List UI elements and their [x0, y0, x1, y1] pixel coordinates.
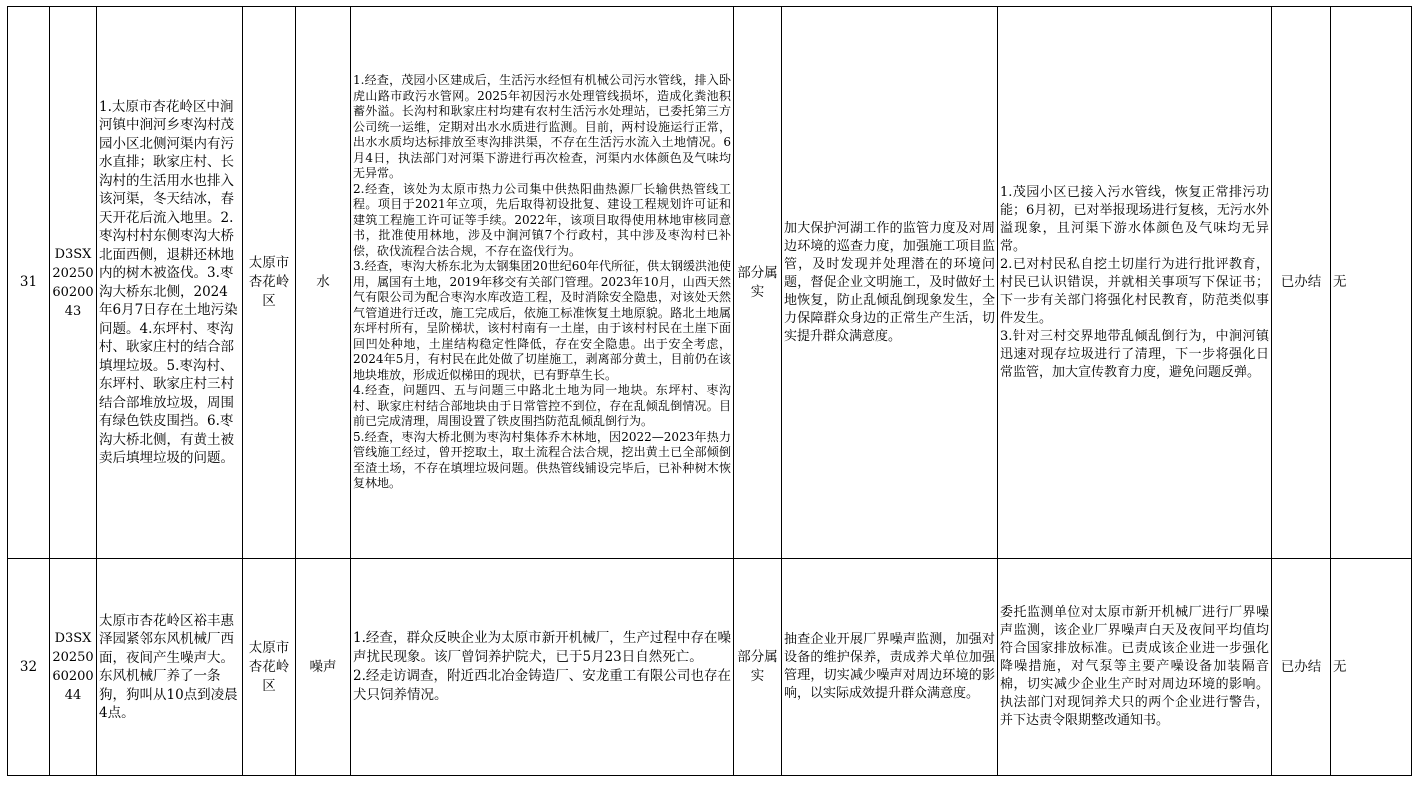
result-paragraph: 3.针对三村交界地带乱倾乱倒行为，中涧河镇迅速对现存垃圾进行了清理，下一步将强化日常监管，加大宣传教育力度，避免问题反弹。	[1000, 328, 1269, 380]
result-paragraph: 2.已对村民私自挖土切崖行为进行批评教育，村民已认识错误，并就相关事项写下保证书；下一步有关部门将强化村民教育，防范类似事件发生。	[1000, 256, 1269, 326]
case-status: 已办结	[1272, 7, 1331, 559]
handling-result	[998, 559, 1272, 776]
row-number: 32	[8, 559, 50, 776]
document-page	[7, 6, 1412, 776]
accountability: 无	[1331, 559, 1412, 776]
verification-result: 部分属实	[734, 559, 782, 776]
finding-paragraph: 4.经查，问题四、五与问题三中路北土地为同一地块。东坪村、枣沟村、耿家庄村结合部地块由于日常管控不到位，存在乱倾乱倒情况。目前已完成清理，周围设置了铁皮围挡防范乱倾乱倒行为。	[353, 383, 731, 429]
administrative-area: 太原市杏花岭区	[243, 559, 296, 776]
accountability: 无	[1331, 7, 1412, 559]
finding-paragraph: 2.经走访调查，附近西北冶金铸造厂、安龙重工有限公司也存在犬只饲养情况。	[353, 668, 731, 703]
finding-paragraph: 3.经查，枣沟大桥东北为太钢集团20世纪60年代所征，供太钢缓洪池使用，属国有土地，2019年移交有关部门管理。2023年10月，山西天然气有限公司为配合枣沟水库改造工程，及时消除安全隐患，对该处天然气管道进行迁改，施工完成后，依施工标准恢复土地原貌。路北土地属东坪村所有，呈阶梯状，该村村南有一土崖，由于该村村民在土崖下面回凹处种地，土崖结构稳定性降低，存在安全隐患。出于安全考虑，2024年5月，有村民在此处做了切崖施工，剥离部分黄土，目前仍在该地块堆放，形成近似梯田的现状，已有野草生长。	[353, 259, 731, 382]
rectification-measures: 加大保护河湖工作的监管力度及对周边环境的巡查力度，加强施工项目监管，及时发现并处理潜在的环境问题，督促企业文明施工，及时做好土地恢复，防止乱倾乱倒现象发生，全力保障群众身边的正常生产生活，切实提升群众满意度。	[782, 7, 998, 559]
finding-paragraph: 1.经查，茂园小区建成后，生活污水经恒有机械公司污水管线，排入卧虎山路市政污水管网。2025年初因污水处理管线损坏，造成化粪池积蓄外溢。长沟村和耿家庄村均建有农村生活污水处理站，已委托第三方公司统一运维，定期对出水水质进行监测。目前，两村设施运行正常，出水水质均达标排放至枣沟排洪渠，不存在生活污水流入土地情况。6月4日，执法部门对河渠下游进行再次检查，河渠内水体颜色及气味均无异常。	[353, 73, 731, 181]
case-code: D3SX202506020043	[50, 7, 97, 559]
finding-paragraph: 2.经查，该处为太原市热力公司集中供热阳曲热源厂长输供热管线工程。项目于2021年立项，先后取得初设批复、建设工程规划许可证和建筑工程施工许可证等手续。2022年，该项目取得使用林地审核同意书，批准使用林地，涉及中涧河镇7个行政村，其中涉及枣沟村已补偿，砍伐流程合法合规，不存在盗伐行为。	[353, 181, 731, 258]
result-paragraph: 委托监测单位对太原市新开机械厂进行厂界噪声监测，该企业厂界噪声白天及夜间平均值均符合国家排放标准。已责成该企业进一步强化降噪措施，对气泵等主要产噪设备加装隔音棉，切实减少企业生产时对周边环境的影响。执法部门对现饲养犬只的两个企业进行警告，并下达责令限期整改通知书。	[1000, 605, 1269, 728]
administrative-area: 太原市杏花岭区	[243, 7, 296, 559]
result-paragraph: 1.茂园小区已接入污水管线，恢复正常排污功能；6月初，已对举报现场进行复核，无污水外溢现象，且河渠下游水体颜色及气味均无异常。	[1000, 184, 1269, 254]
case-status: 已办结	[1272, 559, 1331, 776]
row-number: 31	[8, 7, 50, 559]
finding-paragraph: 1.经查，群众反映企业为太原市新开机械厂，生产过程中存在噪声扰民现象。该厂曾饲养护院犬，已于5月23日自然死亡。	[353, 630, 731, 665]
complaint-content: 1.太原市杏花岭区中涧河镇中涧河乡枣沟村茂园小区北侧河渠内有污水直排；耿家庄村、长沟村的生活用水也排入该河渠，冬天结冰，春天开花后流入地里。2.枣沟村村东侧枣沟大桥北面西侧，退耕还林地内的树木被盗伐。3.枣沟大桥东北侧，2024年6月7日存在土地污染问题。4.东坪村、枣沟村、耿家庄村的结合部填埋垃圾。5.枣沟村、东坪村、耿家庄村三村结合部堆放垃圾，周围有绿色铁皮围挡。6.枣沟大桥北侧，有黄土被卖后填埋垃圾的问题。	[97, 7, 243, 559]
table-row	[8, 7, 1412, 559]
pollution-type: 水	[296, 7, 351, 559]
investigation-findings	[351, 7, 734, 559]
case-table	[7, 6, 1412, 776]
rectification-measures: 抽查企业开展厂界噪声监测，加强对设备的维护保养，责成养犬单位加强管理，切实减少噪声对周边环境的影响，以实际成效提升群众满意度。	[782, 559, 998, 776]
finding-paragraph: 5.经查，枣沟大桥北侧为枣沟村集体乔木林地，因2022—2023年热力管线施工经过，曾开挖取土，取土流程合法合规，挖出黄土已全部倾倒至渣土场，不存在填埋垃圾问题。供热管线铺设完毕后，已补种树木恢复林地。	[353, 429, 731, 491]
handling-result	[998, 7, 1272, 559]
investigation-findings	[351, 559, 734, 776]
pollution-type: 噪声	[296, 559, 351, 776]
table-row	[8, 559, 1412, 776]
case-code: D3SX202506020044	[50, 559, 97, 776]
complaint-content: 太原市杏花岭区裕丰惠泽园紧邻东风机械厂西面，夜间产生噪声大。东风机械厂养了一条狗，狗叫从10点到凌晨4点。	[97, 559, 243, 776]
verification-result: 部分属实	[734, 7, 782, 559]
